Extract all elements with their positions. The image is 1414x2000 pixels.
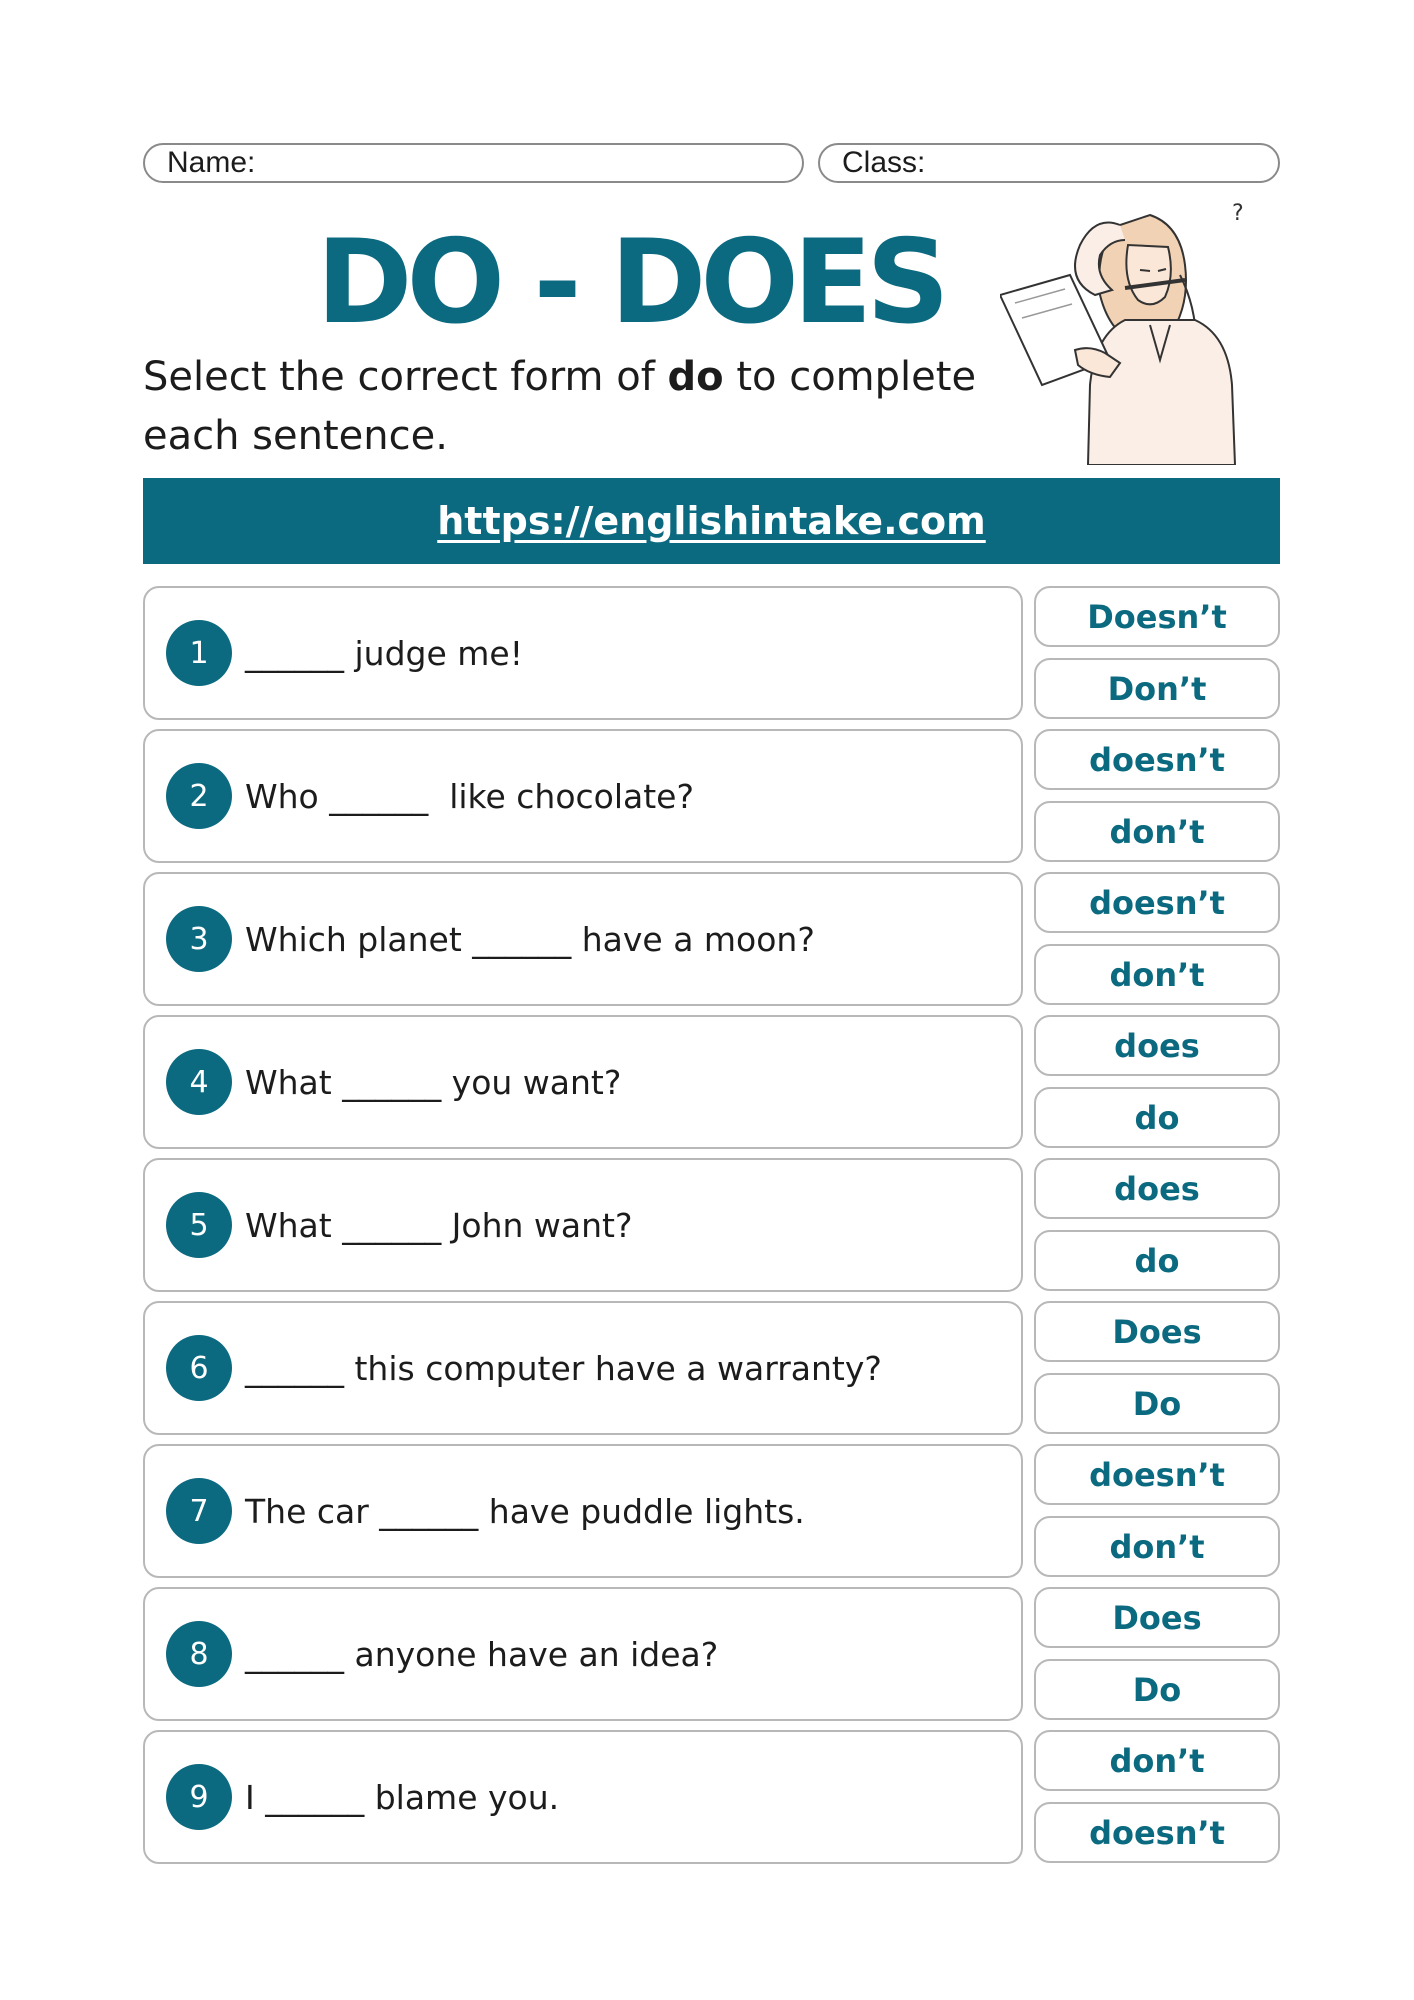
question-number-badge: 2 [166, 763, 232, 829]
question-text: ______ this computer have a warranty? [245, 1348, 882, 1388]
question-number-badge: 3 [166, 906, 232, 972]
answer-option-6-1[interactable]: Does [1034, 1301, 1280, 1362]
instructions-bold-word: do [667, 354, 724, 400]
question-text: The car ______ have puddle lights. [245, 1491, 805, 1531]
instructions [143, 348, 1023, 466]
class-field[interactable] [818, 143, 1280, 183]
question-row-7 [143, 1444, 1023, 1578]
answer-option-8-1[interactable]: Does [1034, 1587, 1280, 1648]
question-text: ______ anyone have an idea? [245, 1634, 719, 1674]
answer-option-4-1[interactable]: does [1034, 1015, 1280, 1076]
question-number-badge: 9 [166, 1764, 232, 1830]
question-text: Who ______ like chocolate? [245, 776, 694, 816]
question-row-8 [143, 1587, 1023, 1721]
name-field[interactable] [143, 143, 804, 183]
question-mark: ? [1232, 201, 1244, 226]
website-link[interactable]: https://englishintake.com [437, 499, 986, 543]
question-row-2 [143, 729, 1023, 863]
answer-option-2-1[interactable]: doesn’t [1034, 729, 1280, 790]
answer-option-2-2[interactable]: don’t [1034, 801, 1280, 862]
question-row-4 [143, 1015, 1023, 1149]
question-number-badge: 4 [166, 1049, 232, 1115]
question-number-badge: 8 [166, 1621, 232, 1687]
answer-option-5-2[interactable]: do [1034, 1230, 1280, 1291]
answer-option-7-2[interactable]: don’t [1034, 1516, 1280, 1577]
class-label: Class: [842, 146, 926, 179]
name-label: Name: [167, 146, 256, 179]
answer-option-8-2[interactable]: Do [1034, 1659, 1280, 1720]
question-number-badge: 5 [166, 1192, 232, 1258]
question-number-badge: 6 [166, 1335, 232, 1401]
question-number-badge: 1 [166, 620, 232, 686]
answer-option-1-2[interactable]: Don’t [1034, 658, 1280, 719]
answer-option-1-1[interactable]: Doesn’t [1034, 586, 1280, 647]
answer-option-4-2[interactable]: do [1034, 1087, 1280, 1148]
answer-option-7-1[interactable]: doesn’t [1034, 1444, 1280, 1505]
page-title: DO - DOES [316, 215, 944, 350]
question-row-6 [143, 1301, 1023, 1435]
answer-option-9-1[interactable]: don’t [1034, 1730, 1280, 1791]
question-text: Which planet ______ have a moon? [245, 919, 815, 959]
instructions-after: to complete each sentence. [143, 354, 977, 459]
answer-option-3-1[interactable]: doesn’t [1034, 872, 1280, 933]
question-row-9 [143, 1730, 1023, 1864]
instructions-before: Select the correct form of [143, 354, 668, 400]
answer-option-5-1[interactable]: does [1034, 1158, 1280, 1219]
answer-option-9-2[interactable]: doesn’t [1034, 1802, 1280, 1863]
confused-girl-illustration [1000, 185, 1290, 465]
question-text: I ______ blame you. [245, 1777, 560, 1817]
question-text: ______ judge me! [245, 633, 523, 673]
question-text: What ______ John want? [245, 1205, 633, 1245]
question-row-1 [143, 586, 1023, 720]
question-number-badge: 7 [166, 1478, 232, 1544]
answer-option-6-2[interactable]: Do [1034, 1373, 1280, 1434]
answer-option-3-2[interactable]: don’t [1034, 944, 1280, 1005]
website-banner [143, 478, 1280, 564]
question-text: What ______ you want? [245, 1062, 622, 1102]
question-row-3 [143, 872, 1023, 1006]
question-row-5 [143, 1158, 1023, 1292]
